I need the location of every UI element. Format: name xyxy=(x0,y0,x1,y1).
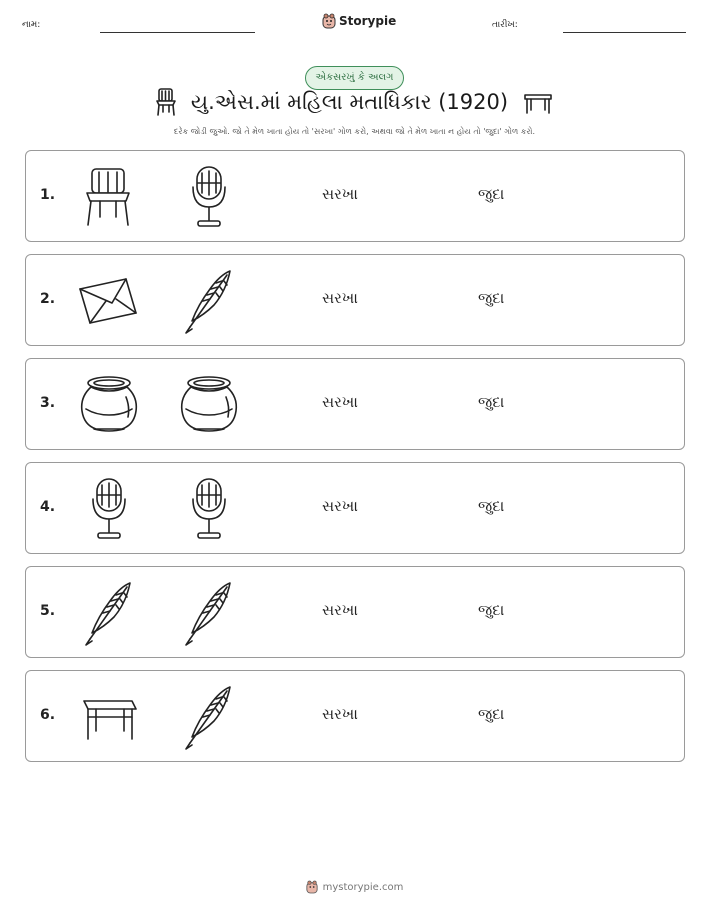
brand-name: Storypie xyxy=(339,14,397,28)
quill-icon xyxy=(74,579,144,649)
different-option[interactable]: જુદા xyxy=(478,393,505,411)
question-number: 4. xyxy=(40,499,56,515)
question-row-2 xyxy=(25,254,685,346)
pot-icon xyxy=(74,371,144,441)
footer xyxy=(0,880,709,894)
different-option[interactable]: જુદા xyxy=(478,601,505,619)
question-row-5 xyxy=(25,566,685,658)
different-option[interactable]: જુદા xyxy=(478,185,505,203)
chair-icon xyxy=(155,87,177,117)
question-number: 5. xyxy=(40,603,56,619)
different-option[interactable]: જુદા xyxy=(478,497,505,515)
table-icon xyxy=(74,683,144,753)
quill-icon xyxy=(174,579,244,649)
date-line[interactable] xyxy=(563,32,686,33)
storypie-mascot-icon xyxy=(322,13,336,29)
question-row-3 xyxy=(25,358,685,450)
same-option[interactable]: સરખા xyxy=(322,497,358,515)
different-option[interactable]: જુદા xyxy=(478,705,505,723)
chair-icon xyxy=(74,163,144,233)
same-option[interactable]: સરખા xyxy=(322,705,358,723)
microphone-icon xyxy=(74,475,144,545)
quill-icon xyxy=(174,267,244,337)
date-label: તારીખ: xyxy=(492,20,518,30)
title-row xyxy=(0,87,709,117)
pot-icon xyxy=(174,371,244,441)
storypie-logo xyxy=(322,13,396,29)
same-option[interactable]: સરખા xyxy=(322,393,358,411)
question-row-4 xyxy=(25,462,685,554)
table-icon xyxy=(522,89,554,115)
question-row-6 xyxy=(25,670,685,762)
same-option[interactable]: સરખા xyxy=(322,601,358,619)
quill-icon xyxy=(174,683,244,753)
question-number: 2. xyxy=(40,291,56,307)
storypie-mascot-icon xyxy=(306,880,318,894)
question-number: 1. xyxy=(40,187,56,203)
name-line[interactable] xyxy=(100,32,255,33)
question-number: 6. xyxy=(40,707,56,723)
activity-type-badge: એકસરખું કે અલગ xyxy=(305,66,404,90)
microphone-icon xyxy=(174,163,244,233)
same-option[interactable]: સરખા xyxy=(322,185,358,203)
envelope-icon xyxy=(74,267,144,337)
question-number: 3. xyxy=(40,395,56,411)
instructions: દરેક જોડી જુઓ. જો તે મેળ ખાતા હોય તો 'સરખા' ગોળ કરો, અથવા જો તે મેળ ખાતા ન હોય તો 'જુદા' ગોળ કરો. xyxy=(173,127,536,136)
question-row-1 xyxy=(25,150,685,242)
name-label: નામ: xyxy=(22,20,41,30)
same-option[interactable]: સરખા xyxy=(322,289,358,307)
different-option[interactable]: જુદા xyxy=(478,289,505,307)
microphone-icon xyxy=(174,475,244,545)
page-title: યુ.એસ.માં મહિલા મતાધિકાર (1920) xyxy=(190,89,509,114)
footer-site[interactable]: mystorypie.com xyxy=(322,881,404,893)
